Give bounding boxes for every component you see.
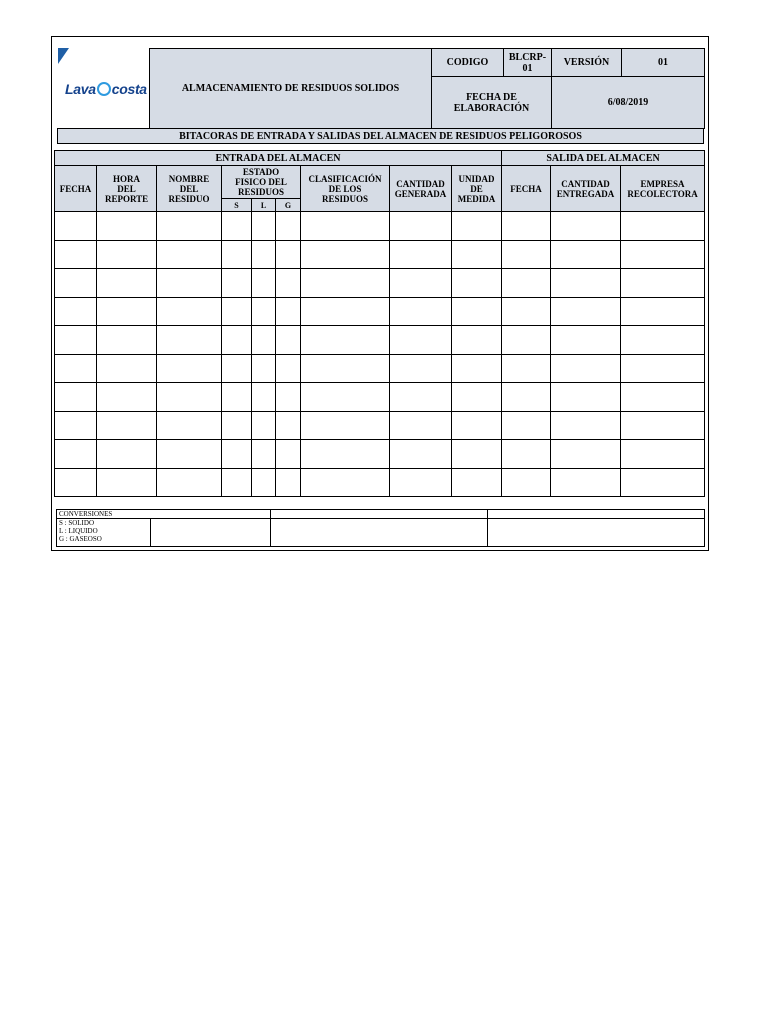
table-cell[interactable]: [502, 326, 551, 355]
table-cell[interactable]: [157, 468, 222, 497]
table-cell[interactable]: [276, 440, 301, 469]
table-cell[interactable]: [222, 354, 252, 383]
legend-gaseoso: G : GASEOSO: [59, 535, 102, 543]
footer-cell: [151, 519, 271, 547]
logo-triangle-icon: [58, 48, 69, 64]
table-cell[interactable]: [97, 440, 157, 469]
table-cell[interactable]: [301, 440, 390, 469]
table-cell[interactable]: [551, 297, 621, 326]
table-cell[interactable]: [55, 212, 97, 241]
table-cell[interactable]: [390, 411, 452, 440]
table-cell[interactable]: [301, 212, 390, 241]
table-cell[interactable]: [222, 297, 252, 326]
col-salida-fecha: FECHA: [502, 166, 551, 212]
col-estado-l: L: [252, 199, 276, 212]
table-cell[interactable]: [551, 468, 621, 497]
col-clasificacion: CLASIFICACIÓN DE LOS RESIDUOS: [301, 166, 390, 212]
log-rows: [55, 212, 705, 497]
header-table: [149, 48, 705, 129]
table-row: [55, 269, 705, 298]
version-value: 01: [622, 49, 705, 77]
table-cell[interactable]: [252, 383, 276, 412]
table-cell[interactable]: [157, 297, 222, 326]
table-cell[interactable]: [551, 411, 621, 440]
table-cell[interactable]: [55, 468, 97, 497]
col-fecha: FECHA: [55, 166, 97, 212]
table-cell[interactable]: [222, 212, 252, 241]
footer-cell: [488, 510, 705, 519]
table-cell[interactable]: [97, 354, 157, 383]
table-cell[interactable]: [502, 297, 551, 326]
table-cell[interactable]: [301, 269, 390, 298]
table-cell[interactable]: [452, 240, 502, 269]
table-cell[interactable]: [157, 269, 222, 298]
logo-ring-icon: [97, 82, 111, 96]
table-cell[interactable]: [621, 411, 705, 440]
table-cell[interactable]: [390, 297, 452, 326]
table-cell[interactable]: [252, 269, 276, 298]
table-cell[interactable]: [97, 212, 157, 241]
table-cell[interactable]: [55, 326, 97, 355]
logo-text: Lava costa: [65, 81, 147, 97]
table-cell[interactable]: [97, 411, 157, 440]
table-cell[interactable]: [621, 326, 705, 355]
table-cell[interactable]: [621, 354, 705, 383]
table-cell[interactable]: [390, 440, 452, 469]
conversions-title: CONVERSIONES: [57, 510, 271, 519]
table-cell[interactable]: [222, 383, 252, 412]
table-cell[interactable]: [551, 326, 621, 355]
col-estado: ESTADO FISICO DEL RESIDUOS: [222, 166, 301, 199]
table-row: [55, 297, 705, 326]
footer-cell: [271, 519, 488, 547]
table-cell[interactable]: [452, 269, 502, 298]
table-cell[interactable]: [301, 326, 390, 355]
table-cell[interactable]: [452, 383, 502, 412]
table-cell[interactable]: [301, 411, 390, 440]
conversions-table: [56, 509, 705, 547]
fecha-elaboracion-label: FECHA DE ELABORACIÓN: [432, 77, 552, 129]
table-cell[interactable]: [222, 468, 252, 497]
table-cell[interactable]: [390, 240, 452, 269]
legend-solido: S : SOLIDO: [59, 519, 95, 527]
subtitle-band: [57, 128, 704, 144]
col-estado-s: S: [222, 199, 252, 212]
table-cell[interactable]: [252, 212, 276, 241]
table-cell[interactable]: [157, 383, 222, 412]
col-estado-g: G: [276, 199, 301, 212]
table-cell[interactable]: [502, 383, 551, 412]
table-cell[interactable]: [222, 411, 252, 440]
table-cell[interactable]: [452, 411, 502, 440]
table-cell[interactable]: [55, 297, 97, 326]
table-cell[interactable]: [621, 212, 705, 241]
table-cell[interactable]: [551, 383, 621, 412]
table-row: [55, 212, 705, 241]
col-empresa: EMPRESA RECOLECTORA: [621, 166, 705, 212]
footer-cell: [488, 519, 705, 547]
table-cell[interactable]: [97, 326, 157, 355]
table-cell[interactable]: [276, 297, 301, 326]
table-cell[interactable]: [157, 240, 222, 269]
fecha-elaboracion-value: 6/08/2019: [552, 77, 705, 129]
table-cell[interactable]: [55, 440, 97, 469]
table-cell[interactable]: [157, 326, 222, 355]
table-cell[interactable]: [55, 269, 97, 298]
codigo-value: BLCRP-01: [504, 49, 552, 77]
table-cell[interactable]: [621, 269, 705, 298]
table-cell[interactable]: [621, 468, 705, 497]
codigo-label: CODIGO: [432, 49, 504, 77]
table-cell[interactable]: [551, 269, 621, 298]
table-cell[interactable]: [252, 354, 276, 383]
table-cell[interactable]: [222, 269, 252, 298]
table-cell[interactable]: [551, 440, 621, 469]
col-unidad: UNIDAD DE MEDIDA: [452, 166, 502, 212]
table-cell[interactable]: [276, 240, 301, 269]
table-cell[interactable]: [621, 440, 705, 469]
table-row: [55, 354, 705, 383]
conversions-legend: [57, 519, 151, 547]
table-cell[interactable]: [97, 468, 157, 497]
table-cell[interactable]: [551, 354, 621, 383]
table-cell[interactable]: [276, 411, 301, 440]
table-cell[interactable]: [452, 326, 502, 355]
table-cell[interactable]: [55, 383, 97, 412]
company-logo: [57, 47, 149, 129]
table-cell[interactable]: [452, 297, 502, 326]
section-salida: SALIDA DEL ALMACEN: [502, 151, 705, 166]
table-cell[interactable]: [390, 269, 452, 298]
table-cell[interactable]: [502, 269, 551, 298]
version-label: VERSIÓN: [552, 49, 622, 77]
table-cell[interactable]: [97, 297, 157, 326]
table-cell[interactable]: [390, 212, 452, 241]
section-entrada: ENTRADA DEL ALMACEN: [55, 151, 502, 166]
table-row: [55, 440, 705, 469]
table-cell[interactable]: [621, 383, 705, 412]
table-cell[interactable]: [97, 269, 157, 298]
table-cell[interactable]: [276, 212, 301, 241]
legend-liquido: L : LIQUIDO: [59, 527, 98, 535]
table-cell[interactable]: [276, 468, 301, 497]
table-cell[interactable]: [502, 440, 551, 469]
table-cell[interactable]: [222, 440, 252, 469]
table-cell[interactable]: [252, 440, 276, 469]
table-cell[interactable]: [301, 468, 390, 497]
table-cell[interactable]: [157, 354, 222, 383]
table-cell[interactable]: [452, 440, 502, 469]
table-cell[interactable]: [502, 212, 551, 241]
table-cell[interactable]: [276, 383, 301, 412]
table-cell[interactable]: [551, 240, 621, 269]
table-row: [55, 411, 705, 440]
col-nombre: NOMBRE DEL RESIDUO: [157, 166, 222, 212]
table-cell[interactable]: [502, 354, 551, 383]
table-cell[interactable]: [276, 326, 301, 355]
table-cell[interactable]: [157, 411, 222, 440]
table-cell[interactable]: [252, 297, 276, 326]
table-cell[interactable]: [390, 326, 452, 355]
col-cantidad-generada: CANTIDAD GENERADA: [390, 166, 452, 212]
table-cell[interactable]: [97, 240, 157, 269]
table-cell[interactable]: [621, 297, 705, 326]
table-cell[interactable]: [252, 468, 276, 497]
table-cell[interactable]: [252, 326, 276, 355]
table-cell[interactable]: [157, 440, 222, 469]
table-cell[interactable]: [252, 411, 276, 440]
table-row: [55, 240, 705, 269]
table-row: [55, 383, 705, 412]
table-cell[interactable]: [390, 468, 452, 497]
footer-cell: [271, 510, 488, 519]
table-cell[interactable]: [222, 326, 252, 355]
table-row: [55, 468, 705, 497]
table-cell[interactable]: [502, 468, 551, 497]
table-cell[interactable]: [452, 354, 502, 383]
table-cell[interactable]: [502, 240, 551, 269]
table-cell[interactable]: [301, 354, 390, 383]
table-cell[interactable]: [390, 383, 452, 412]
table-cell[interactable]: [97, 383, 157, 412]
table-cell[interactable]: [621, 240, 705, 269]
table-cell[interactable]: [452, 468, 502, 497]
table-cell[interactable]: [55, 240, 97, 269]
table-cell[interactable]: [252, 240, 276, 269]
log-table: [54, 150, 705, 497]
table-cell[interactable]: [301, 297, 390, 326]
table-cell[interactable]: [55, 411, 97, 440]
table-cell[interactable]: [222, 240, 252, 269]
table-cell[interactable]: [276, 354, 301, 383]
table-cell[interactable]: [301, 383, 390, 412]
table-cell[interactable]: [276, 269, 301, 298]
col-cantidad-entregada: CANTIDAD ENTREGADA: [551, 166, 621, 212]
table-cell[interactable]: [390, 354, 452, 383]
document-title: ALMACENAMIENTO DE RESIDUOS SOLIDOS: [150, 49, 432, 129]
table-cell[interactable]: [551, 212, 621, 241]
log-subtitle: BITACORAS DE ENTRADA Y SALIDAS DEL ALMACEN DE RESIDUOS PELIGOROSOS: [58, 129, 704, 144]
table-cell[interactable]: [502, 411, 551, 440]
table-row: [55, 326, 705, 355]
table-cell[interactable]: [452, 212, 502, 241]
table-cell[interactable]: [301, 240, 390, 269]
table-cell[interactable]: [157, 212, 222, 241]
col-hora: HORA DEL REPORTE: [97, 166, 157, 212]
table-cell[interactable]: [55, 354, 97, 383]
